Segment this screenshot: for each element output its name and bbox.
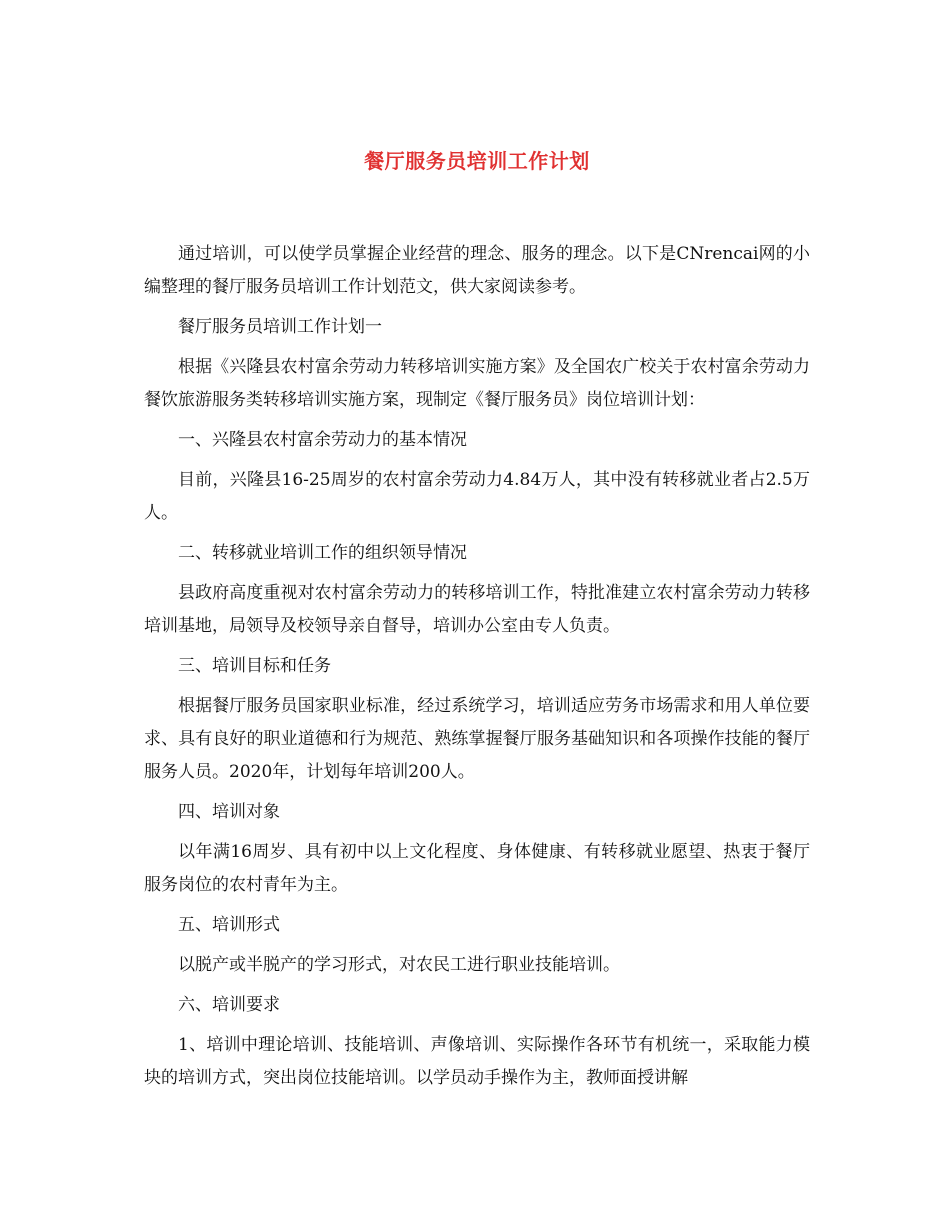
paragraph-basis: 根据《兴隆县农村富余劳动力转移培训实施方案》及全国农广校关于农村富余劳动力餐饮旅游服务类转移培训实施方案，现制定《餐厅服务员》岗位培训计划： (144, 357, 810, 410)
document-body (144, 238, 810, 1095)
paragraph-section-1: 目前，兴隆县16-25周岁的农村富余劳动力4.84万人，其中没有转移就业者占2.5万人。 (144, 470, 810, 523)
section-heading-2: 二、转移就业培训工作的组织领导情况 (178, 543, 467, 563)
paragraph-section-6: 1、培训中理论培训、技能培训、声像培训、实际操作各环节有机统一，采取能力模块的培训方式，突出岗位技能培训。以学员动手操作为主，教师面授讲解 (144, 1035, 810, 1088)
paragraph-intro: 通过培训，可以使学员掌握企业经营的理念、服务的理念。以下是CNrencai网的小编整理的餐厅服务员培训工作计划范文，供大家阅读参考。 (144, 244, 810, 297)
section-heading-1: 一、兴隆县农村富余劳动力的基本情况 (178, 430, 467, 450)
paragraph-plan-heading: 餐厅服务员培训工作计划一 (178, 317, 382, 337)
section-heading-3: 三、培训目标和任务 (178, 656, 331, 676)
section-heading-4: 四、培训对象 (178, 802, 280, 822)
paragraph-section-4: 以年满16周岁、具有初中以上文化程度、身体健康、有转移就业愿望、热衷于餐厅服务岗位的农村青年为主。 (144, 842, 810, 895)
paragraph-section-3: 根据餐厅服务员国家职业标准，经过系统学习，培训适应劳务市场需求和用人单位要求、具有良好的职业道德和行为规范、熟练掌握餐厅服务基础知识和各项操作技能的餐厅服务人员。2020年，计划每年培训200人。 (144, 696, 810, 782)
section-heading-6: 六、培训要求 (178, 995, 280, 1015)
paragraph-section-2: 县政府高度重视对农村富余劳动力的转移培训工作，特批准建立农村富余劳动力转移培训基地，局领导及校领导亲自督导，培训办公室由专人负责。 (144, 583, 810, 636)
section-heading-5: 五、培训形式 (178, 915, 280, 935)
paragraph-section-5: 以脱产或半脱产的学习形式，对农民工进行职业技能培训。 (178, 955, 620, 975)
document-title: 餐厅服务员培训工作计划 (364, 149, 590, 173)
